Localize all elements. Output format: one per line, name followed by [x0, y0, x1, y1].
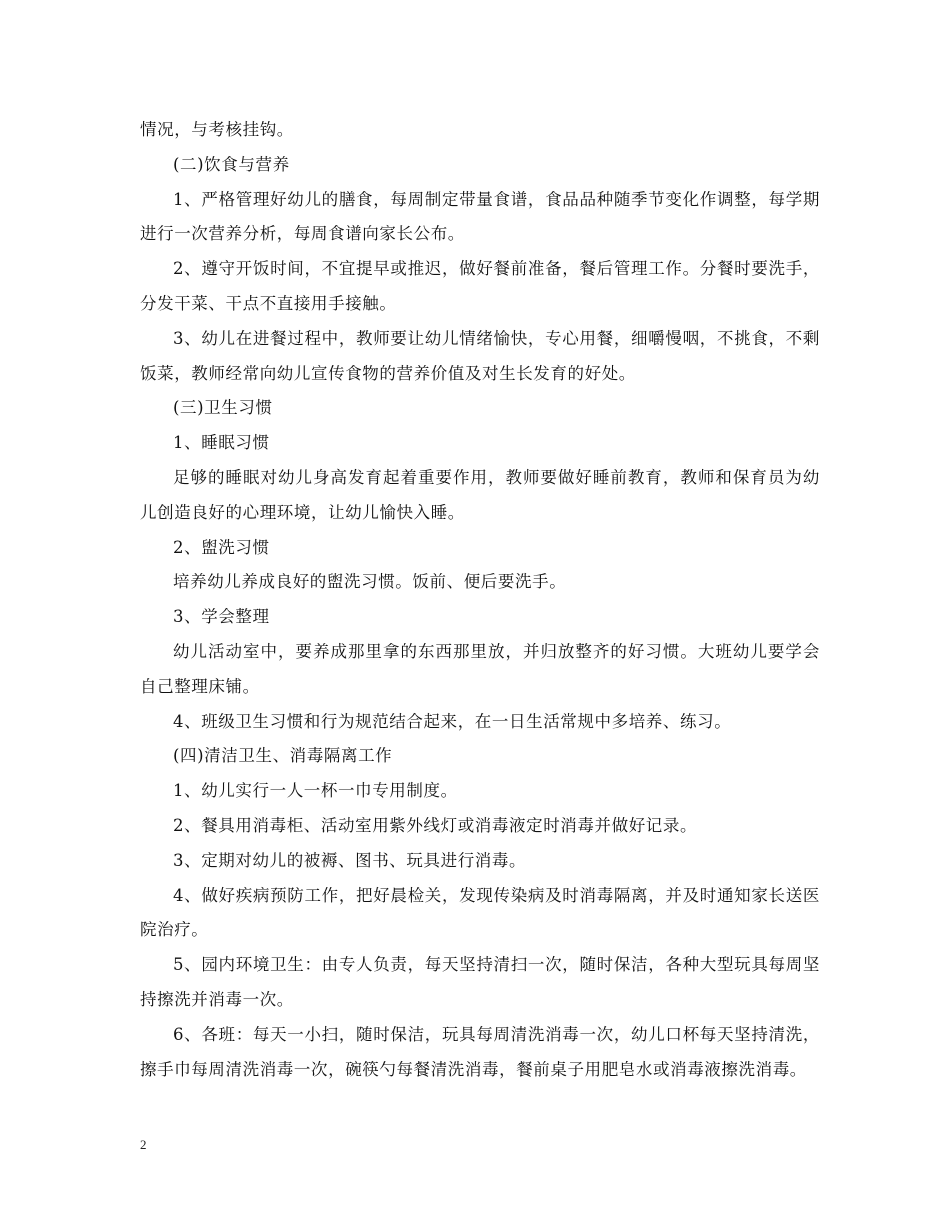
paragraph: 1、严格管理好幼儿的膳食，每周制定带量食谱，食品品种随季节变化作调整，每学期进行一次营养分析，每周食谱向家长公布。 [140, 189, 820, 244]
paragraph: 幼儿活动室中，要养成那里拿的东西那里放，并归放整齐的好习惯。大班幼儿要学会自己整理床铺。 [140, 641, 820, 696]
section-heading: (三)卫生习惯 [173, 398, 273, 418]
paragraph: 6、各班：每天一小扫，随时保洁，玩具每周清洗消毒一次，幼儿口杯每天坚持清洗，擦手巾每周清洗消毒一次，碗筷勺每餐清洗消毒，餐前桌子用肥皂水或消毒液擦洗消毒。 [140, 1024, 820, 1079]
paragraph: 5、园内环境卫生：由专人负责，每天坚持清扫一次，随时保洁，各种大型玩具每周坚持擦洗并消毒一次。 [140, 955, 820, 1009]
subsection-heading: 2、盥洗习惯 [173, 537, 270, 557]
page-number: 2 [140, 1137, 147, 1152]
paragraph: 足够的睡眠对幼儿身高发育起着重要作用，教师要做好睡前教育，教师和保育员为幼儿创造良好的心理环境，让幼儿愉快入睡。 [140, 467, 820, 522]
paragraph: 3、定期对幼儿的被褥、图书、玩具进行消毒。 [173, 850, 527, 870]
section-heading: (二)饮食与营养 [173, 154, 290, 174]
paragraph: 1、幼儿实行一人一杯一巾专用制度。 [173, 781, 458, 801]
paragraph: 2、餐具用消毒柜、活动室用紫外线灯或消毒液定时消毒并做好记录。 [173, 815, 698, 835]
paragraph: 4、做好疾病预防工作，把好晨检关，发现传染病及时消毒隔离，并及时通知家长送医院治疗。 [140, 885, 820, 940]
paragraph: 3、幼儿在进餐过程中，教师要让幼儿情绪愉快，专心用餐，细嚼慢咽，不挑食，不剩饭菜，教师经常向幼儿宣传食物的营养价值及对生长发育的好处。 [140, 328, 820, 383]
paragraph: 4、班级卫生习惯和行为规范结合起来，在一日生活常规中多培养、练习。 [173, 711, 732, 731]
paragraph: 情况，与考核挂钩。 [140, 120, 294, 139]
document-body [140, 113, 820, 1087]
subsection-heading: 1、睡眠习惯 [173, 433, 270, 453]
subsection-heading: 3、学会整理 [173, 607, 270, 627]
section-heading: (四)清洁卫生、消毒隔离工作 [173, 746, 393, 766]
paragraph: 培养幼儿养成良好的盥洗习惯。饭前、便后要洗手。 [173, 572, 567, 592]
paragraph: 2、遵守开饭时间，不宜提早或推迟，做好餐前准备，餐后管理工作。分餐时要洗手，分发干菜、干点不直接用手接触。 [140, 259, 820, 313]
